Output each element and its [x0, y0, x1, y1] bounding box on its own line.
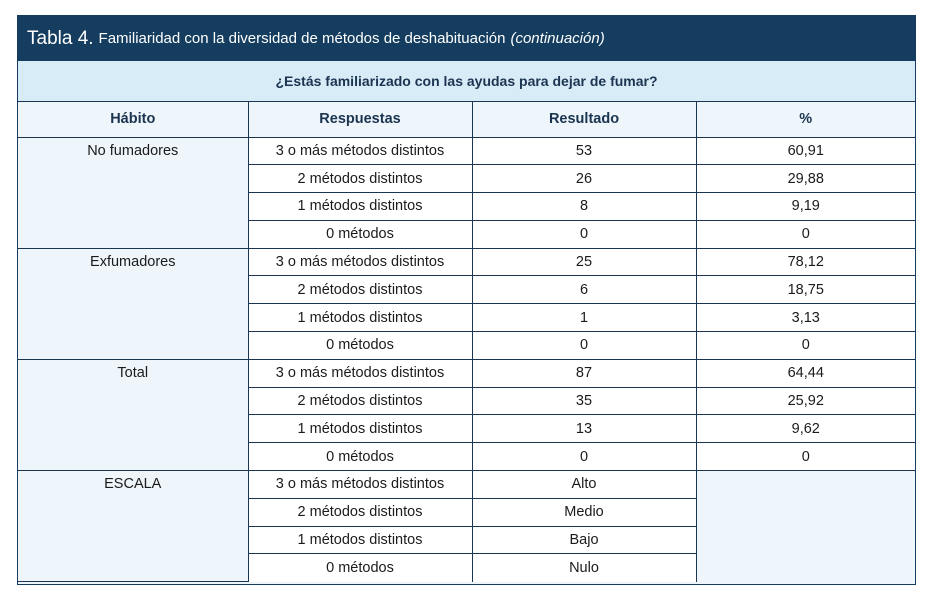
response-cell: 1 métodos distintos	[248, 193, 472, 221]
header-percent: %	[696, 102, 915, 137]
response-cell: 0 métodos	[248, 443, 472, 471]
group-label: Exfumadores	[18, 248, 248, 359]
response-cell: 3 o más métodos distintos	[248, 137, 472, 165]
percent-cell: 0	[696, 443, 915, 471]
percent-cell: 29,88	[696, 165, 915, 193]
table-body	[18, 137, 915, 582]
response-cell: 2 métodos distintos	[248, 165, 472, 193]
result-cell: 0	[472, 332, 696, 360]
percent-cell: 0	[696, 332, 915, 360]
group-label: Total	[18, 359, 248, 470]
header-resultado: Resultado	[472, 102, 696, 137]
percent-cell: 64,44	[696, 359, 915, 387]
percent-cell: 78,12	[696, 248, 915, 276]
result-cell: 53	[472, 137, 696, 165]
group-label: ESCALA	[18, 471, 248, 582]
table-continuation: (continuación)	[510, 30, 605, 47]
header-respuestas: Respuestas	[248, 102, 472, 137]
response-cell: 3 o más métodos distintos	[248, 471, 472, 499]
response-cell: 1 métodos distintos	[248, 304, 472, 332]
response-cell: 0 métodos	[248, 220, 472, 248]
result-cell: Alto	[472, 471, 696, 499]
table-row	[18, 471, 915, 499]
table-row	[18, 137, 915, 165]
result-cell: 1	[472, 304, 696, 332]
result-cell: 26	[472, 165, 696, 193]
response-cell: 1 métodos distintos	[248, 526, 472, 554]
percent-cell: 25,92	[696, 387, 915, 415]
table-number: Tabla 4.	[27, 27, 94, 49]
table-row	[18, 248, 915, 276]
result-cell: 0	[472, 443, 696, 471]
table-frame	[17, 15, 916, 585]
result-cell: 25	[472, 248, 696, 276]
table-title: Familiaridad con la diversidad de métodos de deshabituación	[98, 30, 506, 47]
header-habito: Hábito	[18, 102, 248, 137]
table-row	[18, 359, 915, 387]
result-cell: 35	[472, 387, 696, 415]
empty-cell	[696, 471, 915, 582]
response-cell: 3 o más métodos distintos	[248, 359, 472, 387]
percent-cell: 18,75	[696, 276, 915, 304]
percent-cell: 0	[696, 220, 915, 248]
result-cell: 13	[472, 415, 696, 443]
response-cell: 2 métodos distintos	[248, 387, 472, 415]
percent-cell: 9,62	[696, 415, 915, 443]
result-cell: 87	[472, 359, 696, 387]
result-cell: 0	[472, 220, 696, 248]
group-label: No fumadores	[18, 137, 248, 248]
result-cell: 8	[472, 193, 696, 221]
result-cell: Medio	[472, 498, 696, 526]
result-cell: 6	[472, 276, 696, 304]
response-cell: 0 métodos	[248, 554, 472, 582]
response-cell: 1 métodos distintos	[248, 415, 472, 443]
table-title-bar	[18, 16, 915, 61]
response-cell: 3 o más métodos distintos	[248, 248, 472, 276]
data-table	[18, 102, 915, 582]
result-cell: Nulo	[472, 554, 696, 582]
result-cell: Bajo	[472, 526, 696, 554]
percent-cell: 9,19	[696, 193, 915, 221]
response-cell: 2 métodos distintos	[248, 276, 472, 304]
response-cell: 0 métodos	[248, 332, 472, 360]
response-cell: 2 métodos distintos	[248, 498, 472, 526]
percent-cell: 3,13	[696, 304, 915, 332]
table-question: ¿Estás familiarizado con las ayudas para dejar de fumar?	[18, 61, 915, 102]
percent-cell: 60,91	[696, 137, 915, 165]
header-row	[18, 102, 915, 137]
